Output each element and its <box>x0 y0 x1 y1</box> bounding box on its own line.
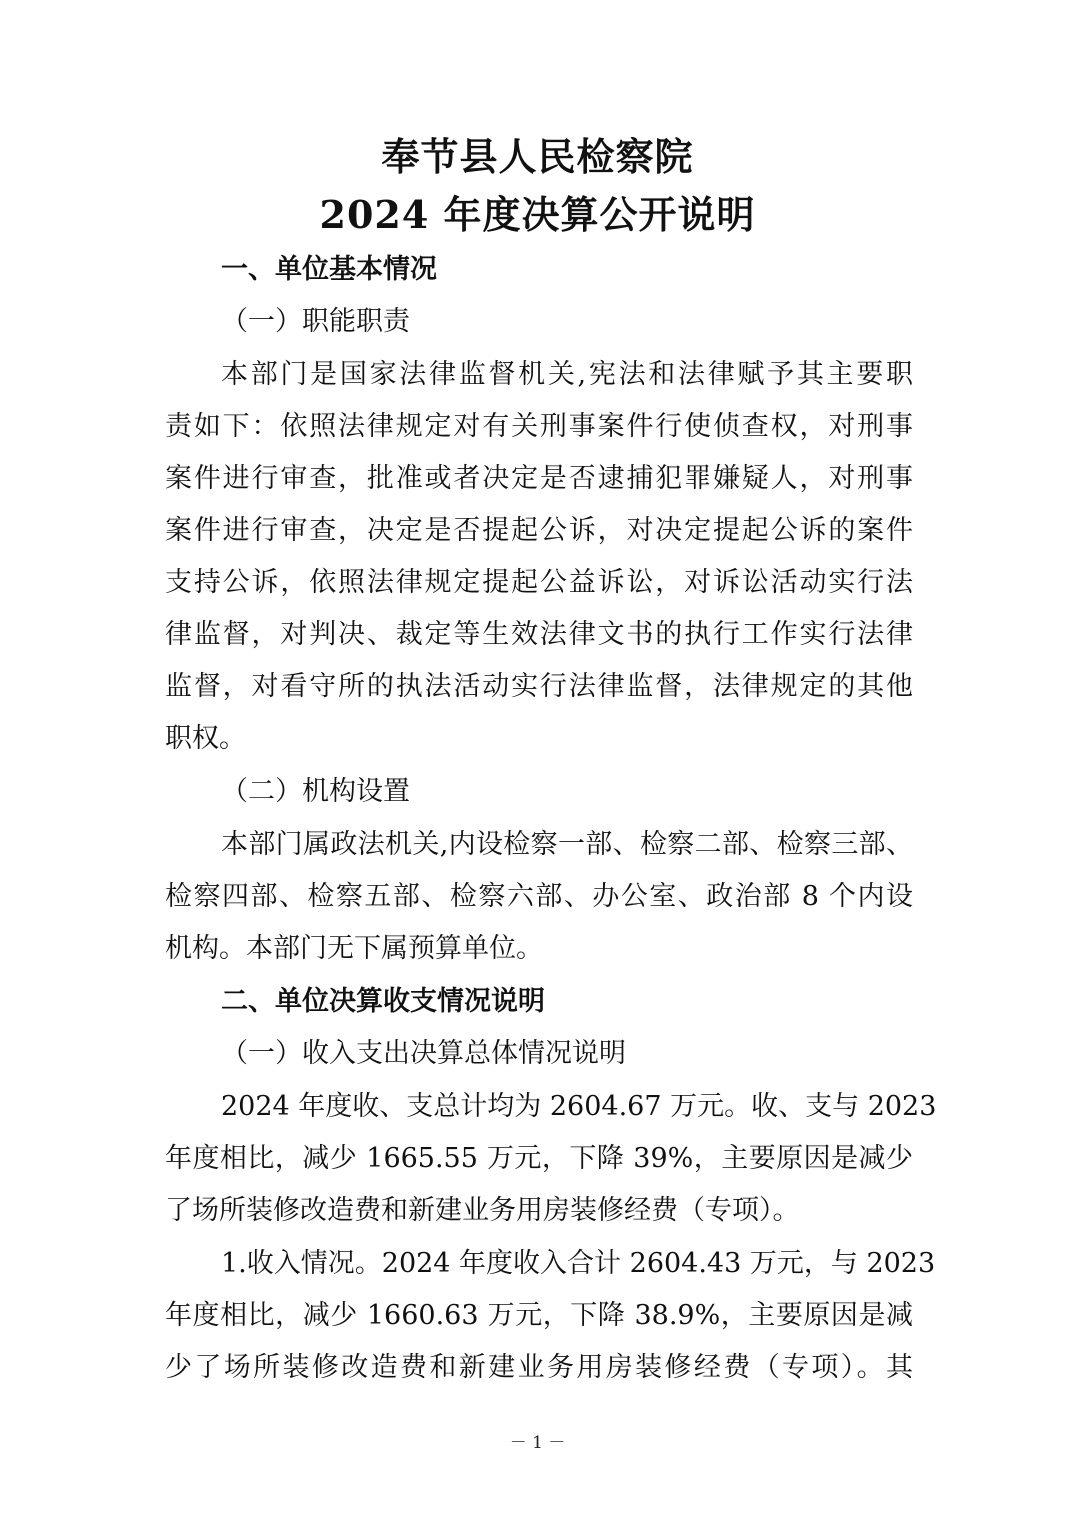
document-title-line-2: 2024 年度决算公开说明 <box>319 192 756 237</box>
section-heading-basic-info: 一、单位基本情况 <box>221 254 437 285</box>
subsection-heading-organization: （二）机构设置 <box>221 776 410 807</box>
paragraph-line: 责如下：依照法律规定对有关刑事案件行使侦查权，对刑事 <box>165 411 913 442</box>
paragraph-line: 本部门是国家法律监督机关,宪法和法律赋予其主要职 <box>221 359 913 390</box>
document-title-line-1: 奉节县人民检察院 <box>381 134 694 179</box>
paragraph-line: 1.收入情况。2024 年度收入合计 2604.43 万元，与 2023 <box>221 1248 936 1279</box>
subsection-heading-overall: （一）收入支出决算总体情况说明 <box>221 1038 626 1069</box>
paragraph-line: 案件进行审查，决定是否提起公诉，对决定提起公诉的案件 <box>165 515 913 546</box>
paragraph-line: 监督，对看守所的执法活动实行法律监督，法律规定的其他 <box>165 671 913 702</box>
paragraph-line: 职权。 <box>165 723 246 754</box>
page-number: － 1 － <box>509 1433 566 1453</box>
paragraph-line: 支持公诉，依照法律规定提起公益诉讼，对诉讼活动实行法 <box>165 567 913 598</box>
paragraph-line: 案件进行审查，批准或者决定是否逮捕犯罪嫌疑人，对刑事 <box>165 463 913 494</box>
paragraph-line: 2024 年度收、支总计均为 2604.67 万元。收、支与 2023 <box>221 1091 937 1122</box>
paragraph-line: 律监督，对判决、裁定等生效法律文书的执行工作实行法律 <box>165 619 913 650</box>
paragraph-line: 年度相比，减少 1665.55 万元，下降 39%，主要原因是减少 <box>165 1143 913 1174</box>
paragraph-line: 本部门属政法机关,内设检察一部、检察二部、检察三部、 <box>221 829 913 860</box>
paragraph-line: 年度相比，减少 1660.63 万元，下降 38.9%，主要原因是减 <box>165 1300 913 1331</box>
paragraph-line: 了场所装修改造费和新建业务用房装修经费（专项）。 <box>165 1195 800 1226</box>
paragraph-line: 少了场所装修改造费和新建业务用房装修经费（专项）。其 <box>165 1352 913 1383</box>
section-heading-budget-summary: 二、单位决算收支情况说明 <box>221 986 545 1017</box>
paragraph-line: 机构。本部门无下属预算单位。 <box>165 933 543 964</box>
paragraph-line: 检察四部、检察五部、检察六部、办公室、政治部 8 个内设 <box>165 881 913 912</box>
subsection-heading-functions: （一）职能职责 <box>221 306 410 337</box>
